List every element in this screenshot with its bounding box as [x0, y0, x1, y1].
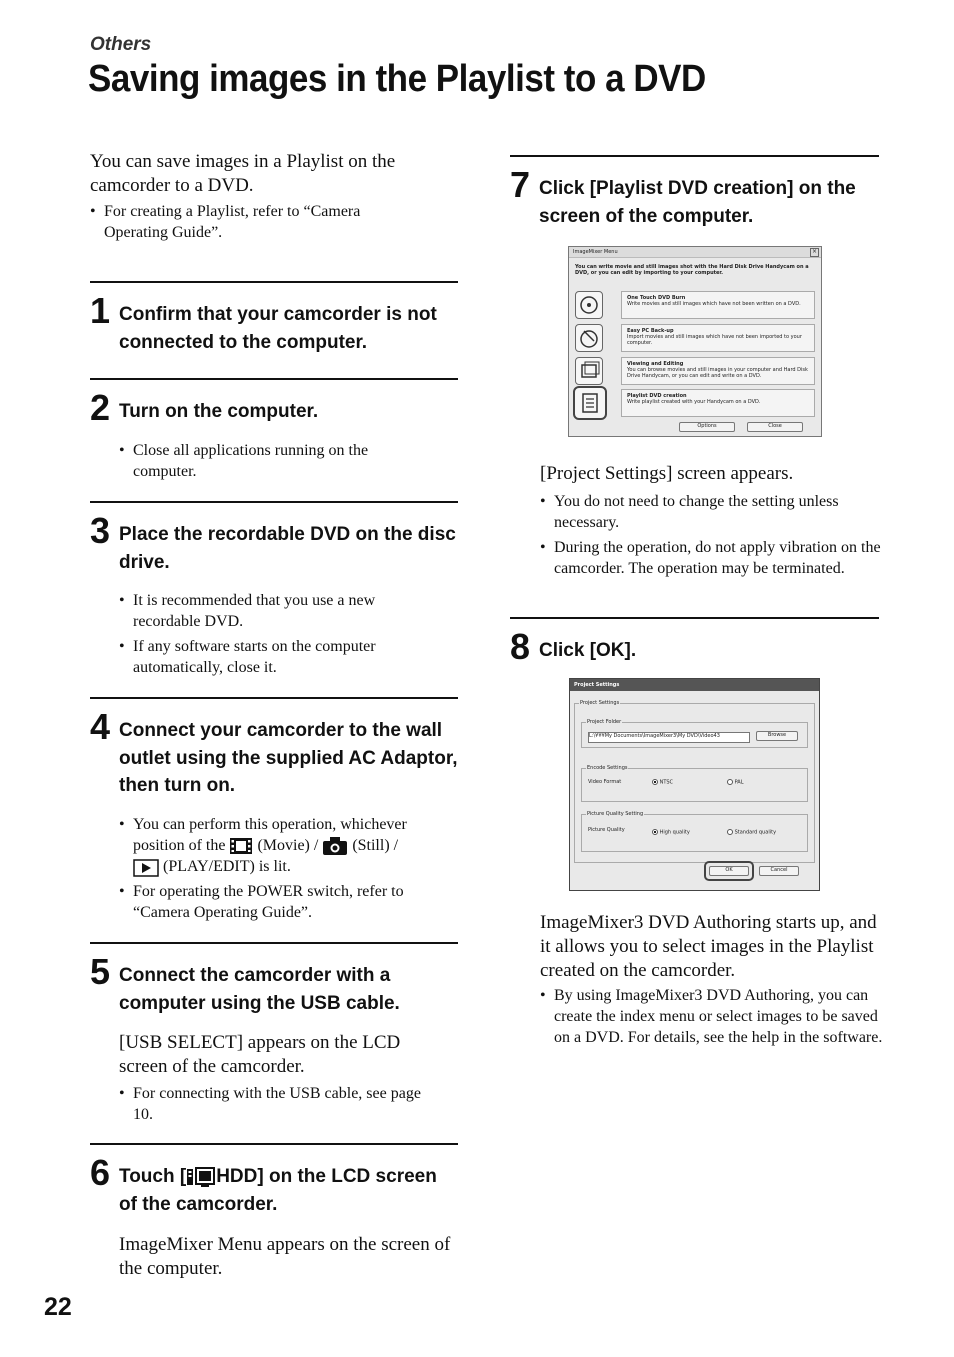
- playlist-icon: [573, 386, 607, 420]
- high-quality-radio[interactable]: [652, 829, 690, 836]
- step-number: 7: [510, 164, 531, 205]
- picture-quality-label: Picture Quality: [588, 827, 625, 833]
- menu-item-box: [621, 291, 815, 319]
- group-label: Project Folder: [587, 719, 622, 725]
- menu-item-box: [621, 389, 815, 417]
- window-title: Project Settings: [574, 682, 620, 688]
- high-quality-label: High quality: [659, 829, 690, 836]
- ntsc-label: NTSC: [659, 779, 674, 786]
- group-label: Picture Quality Setting: [587, 811, 644, 817]
- step-number: 2: [90, 387, 111, 428]
- menu-item-box: [621, 357, 815, 385]
- step-divider: [90, 501, 458, 503]
- project-settings-group: [574, 700, 815, 863]
- group-label: Encode Settings: [587, 765, 628, 771]
- step-bullet: [119, 814, 458, 877]
- step-heading: Click [OK].: [539, 640, 637, 661]
- menu-item-one-touch[interactable]: [575, 291, 815, 321]
- picture-quality-group: [581, 811, 808, 852]
- ok-button[interactable]: OK: [709, 866, 749, 876]
- step-text: ImageMixer Menu appears on the screen of the computer.: [119, 1234, 451, 1279]
- step-number: 1: [90, 290, 111, 331]
- menu-item-playlist-dvd[interactable]: [575, 389, 815, 419]
- video-format-label: Video Format: [588, 779, 622, 785]
- hdd-icon: [186, 1166, 216, 1188]
- menu-item-title: One Touch DVD Burn: [627, 295, 686, 301]
- play-icon: [133, 859, 159, 877]
- menu-item-viewing[interactable]: [575, 357, 815, 387]
- step-heading: Confirm that your camcorder is not connected to the computer.: [119, 304, 437, 353]
- project-folder-group: [581, 719, 808, 748]
- menu-item-desc: Write playlist created with your Handycam on a DVD.: [627, 399, 761, 405]
- page-number: 22: [44, 1293, 72, 1321]
- standard-quality-radio[interactable]: [727, 829, 776, 836]
- options-button[interactable]: Options: [679, 422, 735, 432]
- radio-selected-icon: [652, 779, 658, 785]
- step-heading: Connect your camcorder to the wall outlet using the supplied AC Adaptor, then turn on.: [119, 720, 458, 796]
- ntsc-radio[interactable]: [652, 779, 673, 786]
- one-touch-icon: [575, 291, 603, 319]
- step-heading: Turn on the computer.: [119, 401, 319, 422]
- project-settings-screenshot: [569, 678, 820, 891]
- step-divider: [90, 942, 458, 944]
- step-divider: [90, 1143, 458, 1145]
- camera-icon: [322, 836, 348, 856]
- disc-backup-icon: [575, 324, 603, 352]
- step-bullet: • For operating the POWER switch, refer to “Camera Operating Guide”.: [119, 881, 453, 923]
- viewing-icon: [575, 357, 603, 385]
- step-number: 4: [90, 706, 111, 747]
- intro-text: You can save images in a Playlist on the camcorder to a DVD.: [90, 151, 396, 196]
- bullet-text: You can perform this operation, whichever position of the: [133, 816, 407, 854]
- close-icon[interactable]: ×: [811, 248, 818, 255]
- step-bullet: • If any software starts on the computer automatically, close it.: [119, 636, 433, 678]
- play-label: (PLAY/EDIT) is lit.: [163, 858, 291, 876]
- step-bullet: • You do not need to change the setting unless necessary.: [540, 491, 892, 533]
- page-title: Saving images in the Playlist to a DVD: [88, 58, 706, 100]
- menu-item-title: Viewing and Editing: [627, 361, 684, 367]
- step-bullet: • It is recommended that you use a new recordable DVD.: [119, 590, 433, 632]
- window-titlebar: [569, 247, 821, 258]
- pal-label: PAL: [734, 779, 744, 786]
- browse-button[interactable]: Browse: [756, 731, 798, 741]
- menu-item-desc: Import movies and still images which have not been imported to your computer.: [627, 334, 802, 346]
- step-divider: [510, 155, 879, 157]
- radio-selected-icon: [652, 829, 658, 835]
- window-titlebar: [570, 679, 819, 691]
- group-label: Project Settings: [580, 700, 620, 706]
- step-bullet: • By using ImageMixer3 DVD Authoring, you can create the index menu or select images to be saved on a DVD. For details, see the help in the software.: [540, 985, 893, 1048]
- menu-item-box: [621, 324, 815, 352]
- radio-icon: [727, 829, 733, 835]
- step-divider: [510, 617, 879, 619]
- close-button[interactable]: Close: [747, 422, 803, 432]
- section-tag: Others: [90, 34, 152, 55]
- standard-quality-label: Standard quality: [734, 829, 777, 836]
- step-divider: [90, 697, 458, 699]
- menu-intro: You can write movie and still images shot with the Hard Disk Drive Handycam on a DVD, or you can edit by importing to your computer.: [575, 264, 809, 276]
- pal-radio[interactable]: [727, 779, 744, 786]
- step-number: 5: [90, 951, 111, 992]
- step-bullet: • Close all applications running on the computer.: [119, 440, 433, 482]
- heading-part: HDD] on the LCD screen of the camcorder.: [119, 1166, 437, 1215]
- heading-part: Touch [: [119, 1166, 187, 1187]
- step-number: 3: [90, 510, 111, 551]
- cancel-button[interactable]: Cancel: [759, 866, 799, 876]
- step-divider: [90, 281, 458, 283]
- step-text: [USB SELECT] appears on the LCD screen of the camcorder.: [119, 1032, 401, 1077]
- window-title: ImageMixer Menu: [573, 249, 618, 255]
- step-text: [Project Settings] screen appears.: [540, 463, 794, 484]
- step-heading: Connect the camcorder with a computer using the USB cable.: [119, 965, 400, 1014]
- project-folder-input[interactable]: L:\¥¥¥My Documents\ImageMixer3\My DVD\Video43: [588, 732, 750, 743]
- menu-item-desc: You can browse movies and still images in your computer and Hard Disk Drive Handycam, or you can edit and write on a DVD.: [627, 367, 808, 379]
- step-bullet: • For connecting with the USB cable, see page 10.: [119, 1083, 443, 1125]
- radio-icon: [727, 779, 733, 785]
- movie-label: (Movie) /: [257, 837, 319, 854]
- imagemixer-menu-screenshot: [568, 246, 822, 437]
- step-number: 8: [510, 626, 531, 667]
- step-divider: [90, 378, 458, 380]
- movie-icon: [229, 837, 253, 855]
- menu-item-title: Playlist DVD creation: [627, 393, 687, 399]
- encode-settings-group: [581, 765, 808, 802]
- step-heading: Place the recordable DVD on the disc drive.: [119, 524, 456, 573]
- menu-item-title: Easy PC Back-up: [627, 328, 674, 334]
- intro-bullet: • For creating a Playlist, refer to “Camera Operating Guide”.: [90, 201, 424, 243]
- step-text: ImageMixer3 DVD Authoring starts up, and it allows you to select images in the Playlist created on the camcorder.: [540, 912, 877, 981]
- menu-item-desc: Write movies and still images which have not been written on a DVD.: [627, 301, 801, 307]
- menu-item-backup[interactable]: [575, 324, 815, 354]
- step-number: 6: [90, 1152, 111, 1193]
- still-label: (Still) /: [352, 837, 399, 854]
- step-heading: [119, 1163, 459, 1218]
- step-bullet: • During the operation, do not apply vibration on the camcorder. The operation may be terminated.: [540, 537, 892, 579]
- step-heading: Click [Playlist DVD creation] on the screen of the computer.: [539, 178, 856, 227]
